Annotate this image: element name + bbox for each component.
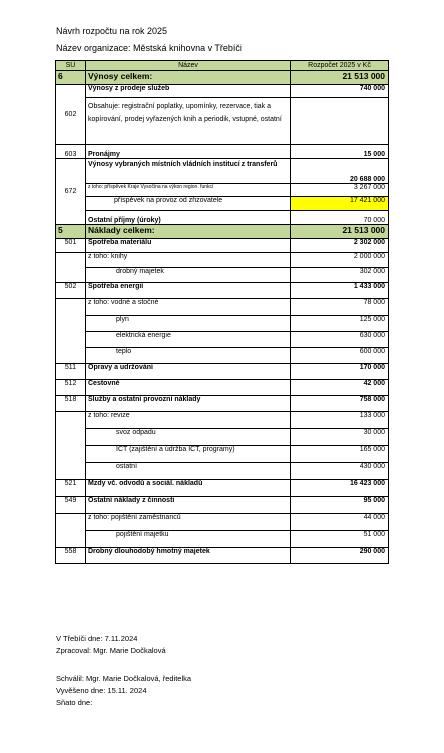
name-cell: z toho: revize — [86, 412, 291, 429]
table-row — [56, 71, 389, 85]
organization-name: Název organizace: Městská knihovna v Třebíči — [56, 43, 242, 53]
name-cell: Opravy a udržování — [86, 364, 291, 380]
table-row — [56, 480, 389, 497]
table-row — [56, 412, 389, 429]
table-row — [56, 332, 389, 348]
su-cell: 501 — [56, 239, 86, 253]
table-row — [56, 548, 389, 564]
name-cell: z toho: vodné a stočné — [86, 299, 291, 316]
name-cell: Výnosy vybraných místních vládních institucí z transferů — [86, 159, 291, 184]
table-row — [56, 429, 389, 446]
su-cell: 512 — [56, 380, 86, 396]
table-row — [56, 531, 389, 548]
table-row — [56, 145, 389, 159]
name-cell: Náklady celkem: — [86, 225, 291, 239]
name-cell: příspěvek na provoz od zřizovatele — [86, 197, 291, 211]
su-cell: 521 — [56, 480, 86, 497]
amount-cell: 2 302 000 — [291, 239, 389, 253]
name-cell: teplo — [86, 348, 291, 364]
header-rozpocet: Rozpočet 2025 v Kč — [291, 61, 389, 71]
table-row — [56, 446, 389, 463]
amount-cell: 2 000 000 — [291, 253, 389, 268]
amount-cell: 600 000 — [291, 348, 389, 364]
amount-cell: 95 000 — [291, 497, 389, 514]
amount-cell: 17 421 000 — [291, 197, 389, 211]
amount-cell: 125 000 — [291, 316, 389, 332]
approved-line: Schválil: Mgr. Marie Dočkalová, ředitelka — [56, 674, 192, 683]
amount-cell: 21 513 000 — [291, 71, 389, 85]
name-cell: pojištění majetku — [86, 531, 291, 548]
name-cell: Mzdy vč. odvodů a sociál. nákladů — [86, 480, 291, 497]
table-row — [56, 348, 389, 364]
table-row — [56, 299, 389, 316]
amount-cell: 3 267 000 — [291, 184, 389, 197]
amount-cell: 1 433 000 — [291, 283, 389, 299]
name-cell: Výnosy z prodeje služeb — [86, 85, 291, 98]
table-row — [56, 159, 389, 184]
name-cell: Cestovné — [86, 380, 291, 396]
su-cell — [56, 412, 86, 480]
table-row — [56, 85, 389, 98]
name-cell: Výnosy celkem: — [86, 71, 291, 85]
removed-line: Sňato dne: — [56, 698, 93, 707]
name-cell: Pronájmy — [86, 145, 291, 159]
su-cell — [56, 299, 86, 364]
amount-cell: 78 000 — [291, 299, 389, 316]
name-cell: ostatní — [86, 463, 291, 480]
name-cell: z toho: pojištění zaměstnanců — [86, 514, 291, 531]
table-row — [56, 225, 389, 239]
amount-cell: 42 000 — [291, 380, 389, 396]
name-cell: z toho: příspěvek Kraje Vysočina na výkon region. funkcí — [86, 184, 291, 197]
amount-cell — [291, 98, 389, 145]
su-cell: 549 — [56, 497, 86, 514]
amount-cell: 20 688 000 — [291, 159, 389, 184]
amount-cell: 165 000 — [291, 446, 389, 463]
table-row — [56, 283, 389, 299]
name-cell: Spotřeba materiálu — [86, 239, 291, 253]
amount-cell: 170 000 — [291, 364, 389, 380]
table-row — [56, 364, 389, 380]
amount-cell: 302 000 — [291, 268, 389, 283]
table-row — [56, 239, 389, 253]
date-line: V Třebíči dne: 7.11.2024 — [56, 634, 138, 643]
amount-cell: 30 000 — [291, 429, 389, 446]
table-row — [56, 316, 389, 332]
amount-cell: 133 000 — [291, 412, 389, 429]
table-row — [56, 497, 389, 514]
amount-cell: 758 000 — [291, 396, 389, 412]
name-cell: Obsahuje: registrační poplatky, upomínky, rezervace, tiak a kopírování, prodej vyřazených knih a periodik, vstupné, ostatní — [86, 98, 291, 145]
su-cell: 5 — [56, 225, 86, 239]
su-cell: 518 — [56, 396, 86, 412]
su-cell — [56, 514, 86, 548]
table-row — [56, 268, 389, 283]
name-cell: svoz odpadu — [86, 429, 291, 446]
prepared-line: Zpracoval: Mgr. Marie Dočkalová — [56, 646, 166, 655]
name-cell: drobný majetek — [86, 268, 291, 283]
amount-cell: 44 000 — [291, 514, 389, 531]
su-cell: 558 — [56, 548, 86, 564]
amount-cell: 290 000 — [291, 548, 389, 564]
amount-cell: 21 513 000 — [291, 225, 389, 239]
name-cell: ICT (zajištění a údržba ICT, programy) — [86, 446, 291, 463]
su-cell: 6 — [56, 71, 86, 85]
table-row — [56, 396, 389, 412]
amount-cell: 16 423 000 — [291, 480, 389, 497]
table-row — [56, 184, 389, 197]
name-cell: z toho: knihy — [86, 253, 291, 268]
amount-cell: 15 000 — [291, 145, 389, 159]
su-cell: 602 — [56, 85, 86, 145]
name-cell: Spotřeba energií — [86, 283, 291, 299]
name-cell: elektrická energie — [86, 332, 291, 348]
su-cell: 502 — [56, 283, 86, 299]
amount-cell: 430 000 — [291, 463, 389, 480]
name-cell: plyn — [86, 316, 291, 332]
header-nazev: Název — [86, 61, 291, 71]
table-row — [56, 380, 389, 396]
amount-cell: 630 000 — [291, 332, 389, 348]
table-row — [56, 197, 389, 211]
name-cell: Ostatní náklady z činnosti — [86, 497, 291, 514]
name-cell: Drobný dlouhodobý hmotný majetek — [86, 548, 291, 564]
document-title: Návrh rozpočtu na rok 2025 — [56, 26, 168, 36]
amount-cell: 70 000 — [291, 211, 389, 225]
amount-cell: 740 000 — [291, 85, 389, 98]
header-su: SU — [56, 61, 86, 71]
budget-table — [55, 60, 389, 564]
table-row — [56, 463, 389, 480]
su-cell — [56, 253, 86, 283]
posted-line: Vyvěšeno dne: 15.11. 2024 — [56, 686, 147, 695]
table-row — [56, 98, 389, 145]
su-cell: 511 — [56, 364, 86, 380]
table-row — [56, 253, 389, 268]
table-row — [56, 514, 389, 531]
name-cell: Služby a ostatní provozní náklady — [86, 396, 291, 412]
name-cell: Ostatní příjmy (úroky) — [86, 211, 291, 225]
su-cell: 603 — [56, 145, 86, 159]
footer-approval — [56, 673, 191, 709]
su-cell: 672 — [56, 159, 86, 225]
footer-prepared — [56, 633, 166, 657]
table-row — [56, 211, 389, 225]
amount-cell: 51 000 — [291, 531, 389, 548]
table-header-row — [56, 61, 389, 71]
